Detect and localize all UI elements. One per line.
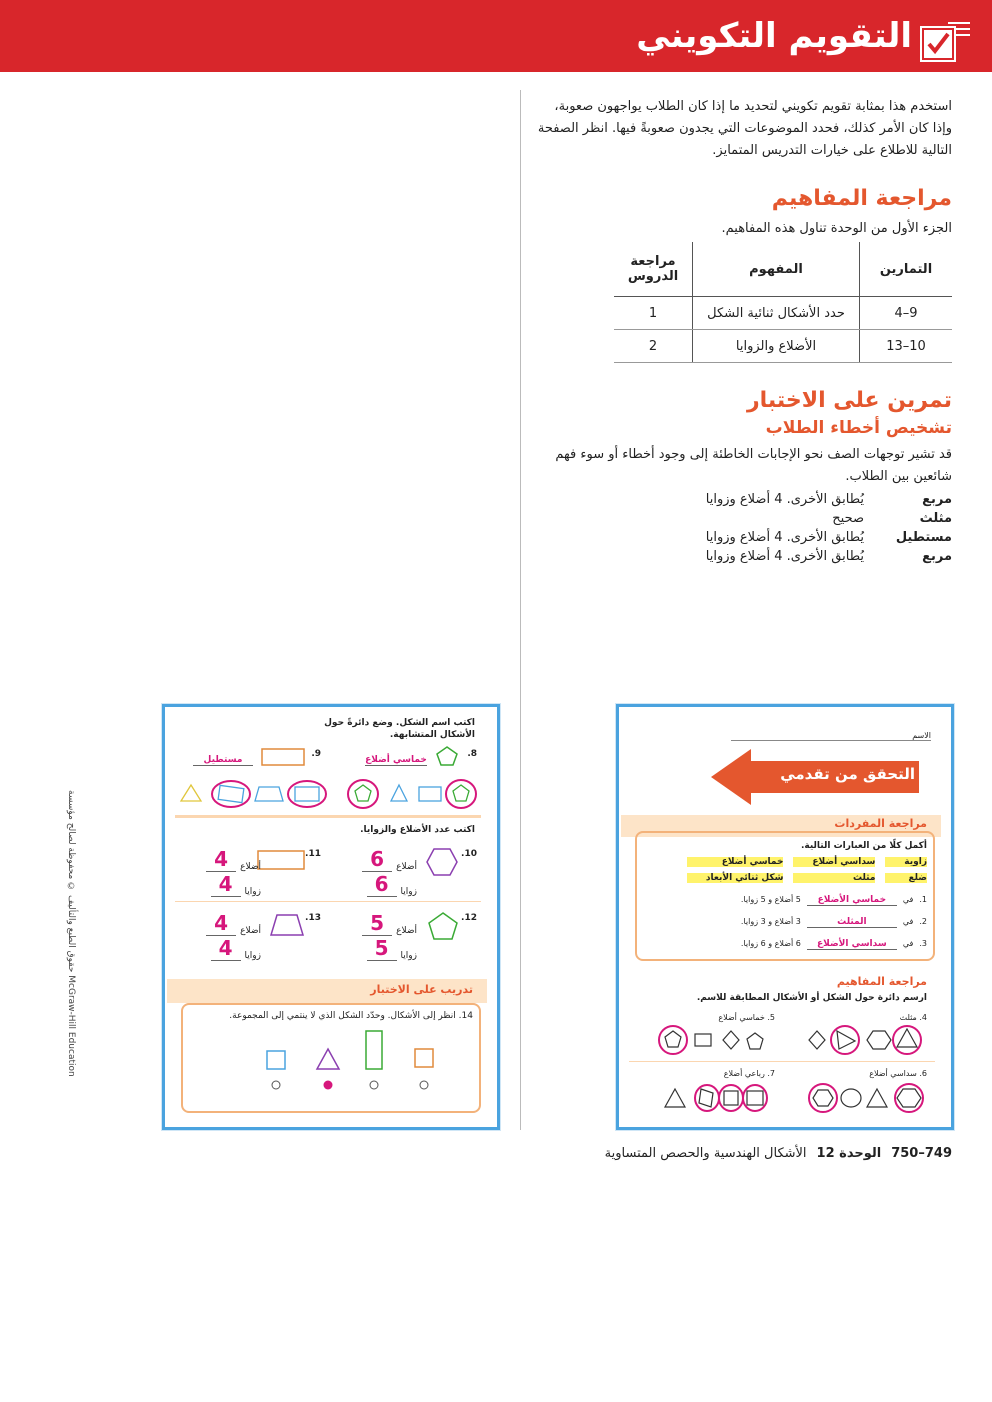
table-cell: 1 [614,297,693,330]
in-word: في [902,917,914,926]
checkmark-icon [920,26,956,62]
question-number: 9. [311,749,321,759]
concepts-title: مراجعة المفاهيم [771,186,952,211]
question-number: 14. [458,1011,473,1021]
concepts-table [614,242,952,363]
question-label: خماسي أضلاع [718,1013,765,1022]
error-desc: يُطابق الأخرى. 4 أضلاع وزوايا [705,530,864,545]
in-word: في [902,939,914,948]
page-footer [432,1146,952,1161]
pentagon-icon [427,911,459,941]
question-4 [900,1013,927,1022]
item-text: 3 أضلاع و 3 زوايا. [740,917,801,926]
error-term: مثلث [919,511,952,526]
vocab-title: مراجعة المفردات [834,817,927,830]
table-cell: 2 [614,330,693,363]
word-bank-item: شكل ثنائي الأبعاد [687,873,783,883]
word-bank-item: مثلث [793,873,875,883]
error-row [542,530,952,549]
triangle-shapes-row [807,1023,927,1057]
test-practice-title: تمرين على الاختبار [746,388,952,413]
vocab-item [657,939,927,950]
error-term: مربع [922,549,952,564]
sides-angles-block [327,911,417,961]
page-range: 749–750 [891,1146,952,1161]
sides-label: أضلاع [240,862,261,872]
concepts-review-title: مراجعة المفاهيم [836,975,927,988]
table-cell: الأضلاع والزوايا [693,330,860,363]
item-text: 5 أضلاع و 5 زوايا. [740,895,801,904]
angles-label: زوايا [244,887,261,897]
rectangle-icon [257,849,305,871]
sides-angles-block [171,847,261,897]
question-number: 7. [767,1069,775,1078]
word-bank [687,857,927,883]
question-label: مثلث [899,1013,917,1022]
copyright-side-text: حقوق الطبع والتأليف © محفوظة لصالح مؤسسة McGraw-Hill Education [66,790,76,1077]
sides-angles-block [327,847,417,897]
diagnose-errors-title: تشخيص أخطاء الطلاب [765,418,952,438]
word-bank-item: خماسي أضلاع [687,857,783,867]
question-number: 13. [305,913,321,923]
error-term: مستطيل [895,530,952,545]
question-number: 6. [919,1069,927,1078]
concepts-subtitle: الجزء الأول من الوحدة تناول هذه المفاهيم. [721,221,952,236]
hexagon-shapes-row [807,1081,927,1115]
thumb-instruction: اكتب اسم الشكل. وضع دائرةً حول الأشكال المتشابهة. [324,718,475,740]
answer-choices [217,1027,457,1097]
sides-answer: 5 [362,911,392,936]
question-number: 8. [467,749,477,759]
table-header: مراجعة الدروس [614,242,693,297]
answer-text: سداسي الأضلاع [807,939,897,950]
student-page-thumbnail-right [616,704,954,1130]
angles-label: زوايا [400,887,417,897]
rectangle-shapes-row [179,777,329,811]
quadrilateral-shapes-row [655,1081,775,1115]
progress-banner-title: التحقق من تقدمي [780,765,915,783]
sides-label: أضلاع [396,926,417,936]
error-desc: صحيح [832,511,864,526]
angles-label: زوايا [244,951,261,961]
error-term: مربع [922,492,952,507]
angles-answer: 4 [211,936,241,961]
vocab-item [657,895,927,906]
unit-label: الوحدة 12 [816,1146,882,1161]
answer-text: المثلث [807,917,897,928]
error-desc: يُطابق الأخرى. 4 أضلاع وزوايا [705,549,864,564]
thumb-instruction: اكتب عدد الأضلاع والزوايا. [360,825,475,835]
sides-answer: 4 [206,847,236,872]
table-row [614,297,952,330]
table-row [614,330,952,363]
vocab-instruction: أكمل كلًا من العبارات التالية. [800,841,927,851]
question-number: 4. [919,1013,927,1022]
question-7 [724,1069,775,1078]
name-label: الاسم [912,731,931,740]
table-cell: حدد الأشكال ثنائية الشكل [693,297,860,330]
question-6 [869,1069,927,1078]
divider [175,901,481,902]
table-cell: 10–13 [860,330,953,363]
item-text: 6 أضلاع و 6 زوايا. [740,939,801,948]
table-header: التمارين [860,242,953,297]
table-cell: 9–4 [860,297,953,330]
sides-answer: 4 [206,911,236,936]
sides-answer: 6 [362,847,392,872]
hexagon-icon [425,847,459,877]
answer-text: خماسي أضلاع [365,755,427,765]
angles-answer: 6 [367,872,397,897]
page-title: التقويم التكويني [636,16,912,56]
angles-label: زوايا [400,951,417,961]
divider [629,1061,935,1062]
question-number: 2. [919,917,927,926]
divider [175,815,481,818]
question-number: 10. [461,849,477,859]
word-bank-item: زاوية [885,857,927,867]
sides-angles-block [171,911,261,961]
question-number: 11. [305,849,321,859]
concepts-instruction: ارسم دائرة حول الشكل أو الأشكال المطابقة للاسم. [696,993,927,1003]
table-header: المفهوم [693,242,860,297]
sides-label: أضلاع [240,926,261,936]
question-number: 3. [919,939,927,948]
word-bank-item: ضلع [885,873,927,883]
error-row [542,511,952,530]
practice-question [229,1011,473,1021]
diagnose-paragraph: قد تشير توجهات الصف نحو الإجابات الخاطئة إلى وجود أخطاء أو سوء فهم شائعين بين الطلاب. [555,447,952,484]
in-word: في [902,895,914,904]
pentagon-shapes-row [655,1023,775,1057]
question-label: رباعي أضلاع [723,1069,765,1078]
answer-text: مستطيل [193,755,253,766]
pentagon-icon [435,745,459,767]
vocab-item [657,917,927,928]
word-bank-item: سداسي أضلاع [793,857,875,867]
question-number: 1. [919,895,927,904]
column-divider [520,90,521,1130]
question-number: 5. [767,1013,775,1022]
error-desc: يُطابق الأخرى. 4 أضلاع وزوايا [705,492,864,507]
student-page-thumbnail-left [162,704,500,1130]
intro-paragraph: استخدم هذا بمثابة تقويم تكويني لتحديد ما إذا كان الطلاب يواجهون صعوبة، وإذا كان الأمر كذلك، فحدد الموضوعات التي يجدون صعوبةً فيها. انظر الصفحة التالية للاطلاع على خيارات التدريس المتمايز. [537,99,952,158]
angles-answer: 4 [211,872,241,897]
rectangle-icon [261,747,305,767]
practice-title: تدريب على الاختبار [370,983,473,996]
error-row [542,549,952,568]
sides-label: أضلاع [396,862,417,872]
error-row [542,492,952,511]
angles-answer: 5 [367,936,397,961]
trapezoid-icon [269,913,305,937]
unit-title: الأشكال الهندسية والحصص المتساوية [604,1146,807,1161]
pentagon-shapes-row [341,777,481,811]
question-text: انظر إلى الأشكال. وحدّد الشكل الذي لا ينتمي إلى المجموعة. [229,1011,456,1021]
question-5 [718,1013,775,1022]
question-number: 12. [461,913,477,923]
answer-text: خماسي الأضلاع [807,895,897,906]
name-line [731,731,931,741]
question-label: سداسي أضلاع [869,1069,917,1078]
